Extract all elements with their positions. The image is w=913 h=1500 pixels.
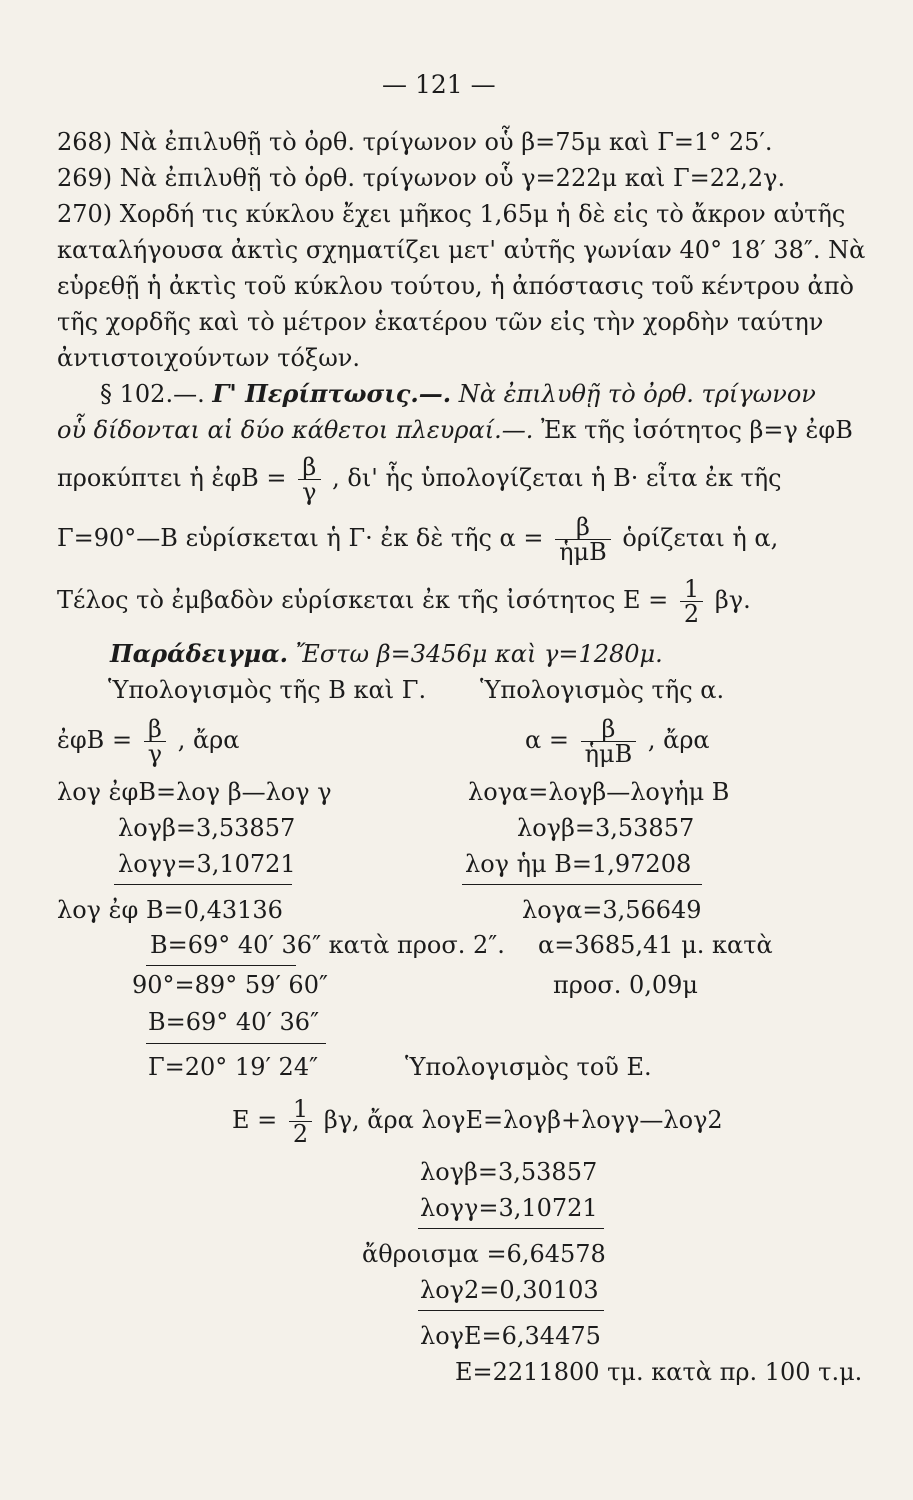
a-equation (525, 710, 710, 770)
E-log-b: λογβ=3,53857 (420, 1158, 598, 1186)
area-formula-suffix: βγ. (714, 586, 751, 614)
tan-formula-suffix: , δι' ἧς ὑπολογίζεται ἡ Β· εἶτα ἐκ τῆς (332, 464, 782, 492)
E-equation (232, 1090, 723, 1150)
area-formula-prefix: Τέλος τὸ ἐμβαδὸν εὑρίσκεται ἐκ τῆς ἰσότητος Ε = (57, 586, 669, 614)
problem-268: 268) Νὰ ἐπιλυθῇ τὸ ὀρθ. τρίγωνον οὗ β=75μ καὶ Γ=1° 25′. (57, 128, 773, 156)
problem-270-line-5: ἀντιστοιχούντων τόξων. (57, 344, 360, 372)
log-sinB: λογ ἡμ Β=1,97208 (465, 850, 692, 878)
ninety-degrees: 90°=89° 59′ 60″ (132, 971, 328, 999)
calc-E-title: Ὑπολογισμὸς τοῦ Ε. (405, 1053, 652, 1081)
example-given: Ἔστω β=3456μ καὶ γ=1280μ. (295, 640, 663, 668)
a-formula-suffix: ὁρίζεται ἡ α, (622, 524, 779, 552)
E-eq-prefix: Ε = (232, 1106, 278, 1134)
section-line-2 (57, 415, 853, 445)
section-number: § 102.—. (100, 380, 205, 408)
fraction-denominator: ἡμΒ (559, 538, 607, 566)
page-number: — 121 — (382, 70, 496, 99)
log-g-left: λογγ=3,10721 (118, 850, 296, 878)
approximation: προσ. 0,09μ (553, 971, 699, 999)
fraction-numerator: 1 (680, 577, 703, 602)
log-b-left: λογβ=3,53857 (118, 814, 296, 842)
fraction-denominator: 2 (683, 600, 700, 628)
problem-270-line-2: καταλήγουσα ἀκτὶς σχηματίζει μετ' αὐτῆς γωνίαν 40° 18′ 38″. Νὰ (57, 236, 866, 264)
fraction-numerator: 1 (289, 1097, 312, 1122)
fraction-b-over-sinB (555, 515, 611, 564)
area-formula-line (57, 570, 751, 630)
tan-formula-prefix: προκύπτει ἡ ἐφΒ = (57, 464, 287, 492)
tanB-suffix: , ἄρα (177, 726, 240, 754)
a-eq-prefix: α = (525, 726, 569, 754)
rule-log-sinB (462, 884, 702, 885)
a-eq-suffix: , ἄρα (647, 726, 710, 754)
a-formula-prefix: Γ=90°—Β εὑρίσκεται ἡ Γ· ἐκ δὲ τῆς α = (57, 524, 544, 552)
problem-269: 269) Νὰ ἐπιλυθῇ τὸ ὀρθ. τρίγωνον οὗ γ=222μ καὶ Γ=22,2γ. (57, 164, 786, 192)
calc-B-G-title: Ὑπολογισμὸς τῆς Β καὶ Γ. (108, 676, 427, 704)
E-log-2: λογ2=0,30103 (420, 1276, 599, 1304)
B-value-repeat: Β=69° 40′ 36″ (148, 1008, 320, 1036)
E-log-E: λογΕ=6,34475 (420, 1322, 601, 1350)
section-statement-cont: οὗ δίδονται αἱ δύο κάθετοι πλευραί.—. (57, 416, 534, 444)
E-final: Ε=2211800 τμ. κατὰ πρ. 100 τ.μ. (455, 1358, 863, 1386)
B-value: Β=69° 40′ 36″ κατὰ προσ. 2″. (150, 931, 505, 959)
fraction-denominator: 2 (292, 1120, 309, 1148)
log-a-value: λογα=3,56649 (522, 896, 702, 924)
tanB-equation (57, 710, 239, 770)
problem-270-line-4: τῆς χορδῆς καὶ τὸ μέτρον ἑκατέρου τῶν εἰς τὴν χορδὴν ταύτην (57, 308, 824, 336)
log-tanB: λογ ἐφΒ=λογ β—λογ γ (57, 778, 332, 806)
fraction-b-over-sinB (581, 717, 637, 766)
example-line (110, 639, 663, 669)
log-a: λογα=λογβ—λογἡμ Β (468, 778, 730, 806)
fraction-b-over-g (298, 455, 320, 504)
calc-a-title: Ὑπολογισμὸς τῆς α. (480, 676, 725, 704)
rule-log-g-left (114, 884, 292, 885)
fraction-denominator: ἡμΒ (584, 740, 633, 768)
a-value: α=3685,41 μ. κατὰ (538, 931, 773, 959)
rule-G-value (146, 1043, 326, 1044)
section-equation: Ἐκ τῆς ἰσότητος β=γ ἐφΒ (541, 416, 853, 444)
fraction-numerator: β (581, 717, 637, 742)
rule-E-logE (418, 1310, 604, 1311)
log-tanB-value: λογ ἐφ Β=0,43136 (57, 896, 283, 924)
problem-270-line-3: εὑρεθῇ ἡ ἀκτὶς τοῦ κύκλου τούτου, ἡ ἀπόστασις τοῦ κέντρου ἀπὸ (57, 272, 854, 300)
log-b-right: λογβ=3,53857 (517, 814, 695, 842)
G-value: Γ=20° 19′ 24″ (148, 1053, 319, 1081)
a-formula-line (57, 508, 778, 568)
fraction-one-half (680, 577, 703, 626)
tan-formula-line (57, 448, 782, 508)
section-title: Γ' Περίπτωσις.—. (212, 379, 452, 408)
fraction-b-over-g (144, 717, 166, 766)
E-sum: ἄθροισμα =6,64578 (362, 1240, 606, 1268)
fraction-one-half (289, 1097, 312, 1146)
fraction-numerator: β (298, 455, 320, 480)
fraction-denominator: γ (147, 740, 163, 768)
problem-270-line-1: 270) Χορδή τις κύκλου ἔχει μῆκος 1,65μ ἡ δὲ εἰς τὸ ἄκρον αὐτῆς (57, 200, 846, 228)
fraction-numerator: β (144, 717, 166, 742)
rule-E-sum (418, 1228, 604, 1229)
section-heading-line (100, 379, 816, 409)
example-label: Παράδειγμα. (110, 639, 289, 668)
E-eq-suffix: βγ, ἄρα λογΕ=λογβ+λογγ—λογ2 (323, 1106, 723, 1134)
rule-B-value (146, 965, 296, 966)
fraction-numerator: β (555, 515, 611, 540)
section-statement: Νὰ ἐπιλυθῇ τὸ ὀρθ. τρίγωνον (458, 380, 816, 408)
fraction-denominator: γ (302, 478, 317, 506)
tanB-prefix: ἐφΒ = (57, 726, 133, 754)
E-log-g: λογγ=3,10721 (420, 1194, 598, 1222)
